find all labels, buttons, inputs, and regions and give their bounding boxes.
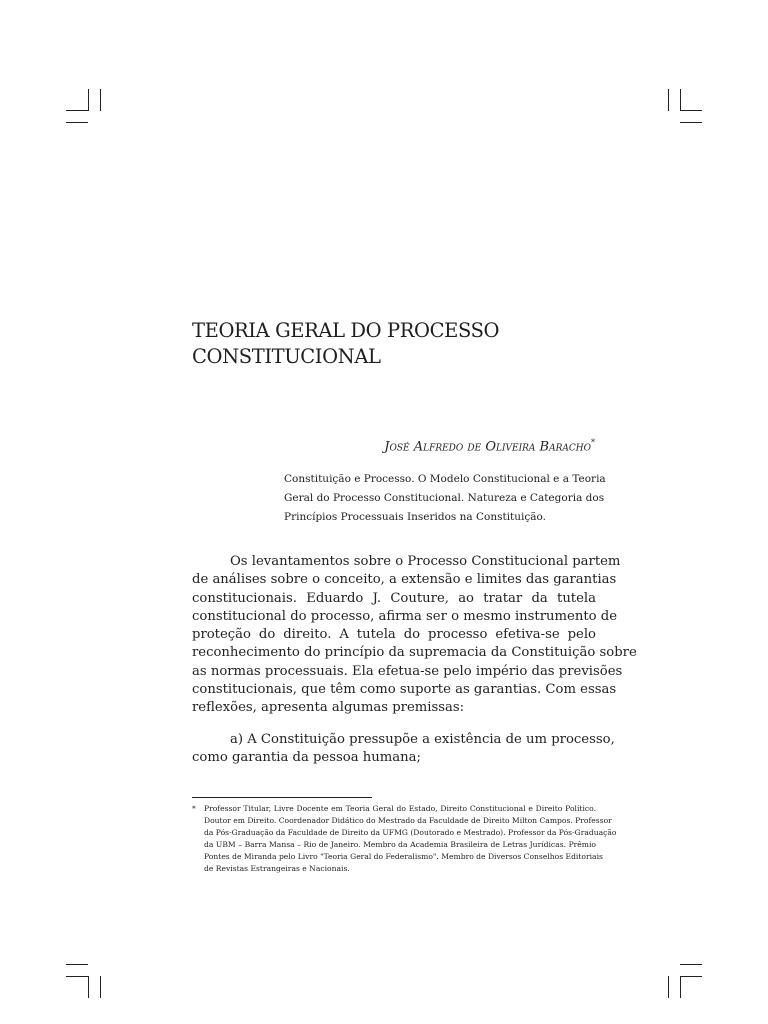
epigraph	[284, 470, 606, 527]
footnote-mark: *	[192, 804, 196, 813]
body-line: proteção do direito. A tutela do processo efetiva-se pelo	[192, 627, 596, 643]
crop-mark	[66, 976, 88, 977]
body-line: Os levantamentos sobre o Processo Constitucional partem	[230, 554, 621, 569]
crop-mark	[680, 976, 702, 977]
item-line: a) A Constituição pressupõe a existência de um processo,	[230, 732, 615, 747]
crop-mark	[680, 964, 702, 965]
footnote-line: Pontes de Miranda pelo Livro "Teoria Geral do Federalismo". Membro de Diversos Conselhos Editoriais	[204, 852, 603, 861]
body-line: constitucional do processo, afirma ser o mesmo instrumento de	[192, 608, 618, 624]
epigraph-line: Princípios Processuais Inseridos na Constituição.	[284, 511, 547, 523]
body-line: de análises sobre o conceito, a extensão e limites das garantias	[192, 572, 617, 588]
body-paragraph	[192, 553, 637, 718]
author-name-text: José Alfredo de Oliveira Baracho	[384, 439, 591, 455]
footnote-divider	[192, 797, 372, 798]
footnote-line	[192, 803, 596, 815]
crop-mark	[680, 122, 702, 123]
page-title	[192, 318, 612, 370]
footnote-line-text: Professor Titular, Livre Docente em Teoria Geral do Estado, Direito Constitucional e Direito Político.	[204, 804, 596, 813]
crop-mark	[66, 110, 88, 111]
body-line: reflexões, apresenta algumas premissas:	[192, 700, 465, 716]
body-line: reconhecimento do princípio da supremacia da Constituição sobre	[192, 645, 637, 661]
footnote	[192, 803, 617, 875]
crop-mark	[668, 976, 669, 998]
crop-mark	[680, 89, 681, 111]
author-footnote-mark: *	[591, 438, 595, 447]
footnote-line: Doutor em Direito. Coordenador Didático do Mestrado da Faculdade de Direito Milton Campos. Professor	[204, 816, 612, 825]
author-name	[384, 438, 595, 454]
crop-mark	[66, 122, 88, 123]
epigraph-line: Geral do Processo Constitucional. Natureza e Categoria dos	[284, 492, 605, 504]
footnote-line: da UBM – Barra Mansa – Rio de Janeiro. Membro da Academia Brasileira de Letras Jurídicas. Prêmio	[204, 840, 596, 849]
crop-mark	[88, 89, 89, 111]
title-line: TEORIA GERAL DO PROCESSO	[192, 319, 500, 342]
crop-mark	[668, 89, 669, 111]
crop-mark	[680, 976, 681, 998]
body-line: constitucionais, que têm como suporte as garantias. Com essas	[192, 682, 617, 698]
footnote-line: da Pós-Graduação da Faculdade de Direito da UFMG (Doutorado e Mestrado). Professor da Pós-Graduação	[204, 828, 617, 837]
crop-mark	[100, 89, 101, 111]
premise-item-a	[192, 731, 615, 768]
crop-mark	[100, 976, 101, 998]
crop-mark	[88, 976, 89, 998]
title-line: CONSTITUCIONAL	[192, 345, 381, 368]
footnote-line: de Revistas Estrangeiras e Nacionais.	[204, 864, 350, 873]
item-line: como garantia da pessoa humana;	[192, 750, 421, 766]
crop-mark	[680, 110, 702, 111]
body-line: as normas processuais. Ela efetua-se pelo império das previsões	[192, 663, 623, 679]
epigraph-line: Constituição e Processo. O Modelo Constitucional e a Teoria	[284, 473, 606, 485]
body-line: constitucionais. Eduardo J. Couture, ao tratar da tutela	[192, 590, 596, 606]
crop-mark	[66, 964, 88, 965]
